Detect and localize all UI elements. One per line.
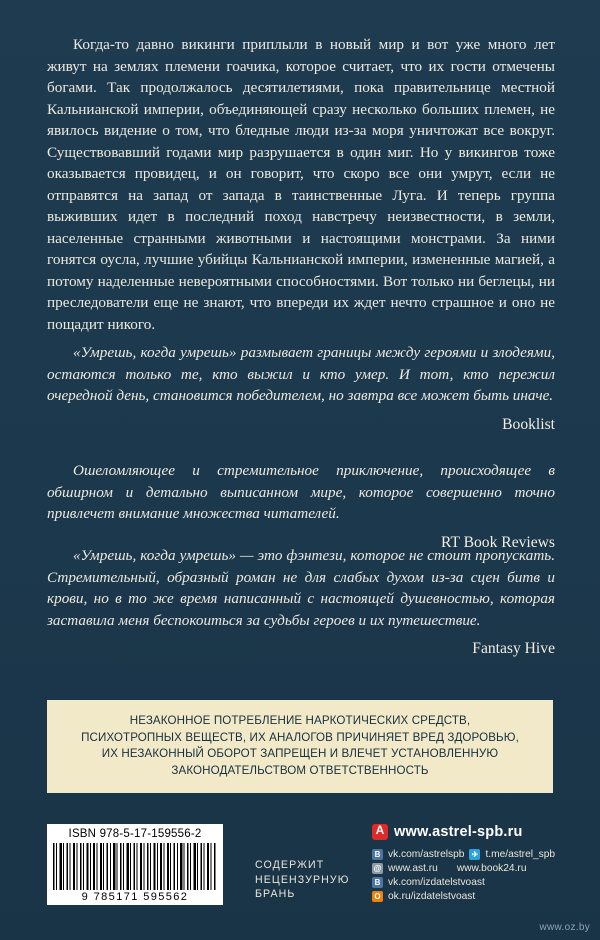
social-row-1 [372, 849, 562, 860]
review-2 [47, 460, 555, 553]
vk-icon: В [372, 849, 383, 860]
publisher-site-url[interactable]: www.astrel-spb.ru [394, 824, 523, 840]
review-text: «Умрешь, когда умрешь» — это фэнтези, которое не стоит пропускать. Стремительный, образный роман не для слабых духом из-за сцен битв и крови, но в то же время написанный с настоящей душевностью, которая заставила меня беспокоиться за судьбы героев и их путешествие. [47, 547, 555, 629]
social-link-telegram[interactable]: t.me/astrel_spb [485, 849, 556, 860]
review-text: Ошеломляющее и стремительное приключение, происходящее в обширном и детально выписанном мире, которое совершенно точно привлечет внимание множества читателей. [47, 462, 555, 522]
isbn-barcode-block [47, 824, 223, 905]
watermark: www.oz.by [539, 922, 590, 933]
warning-line-3: ИХ НЕЗАКОННЫЙ ОБОРОТ ЗАПРЕЩЕН И ВЛЕЧЕТ УСТАНОВЛЕННУЮ [101, 747, 499, 760]
social-link-book24[interactable]: www.book24.ru [456, 863, 527, 874]
ok-icon: О [372, 891, 383, 902]
social-link-vk-astrelspb[interactable]: vk.com/astrelspb [388, 849, 465, 860]
publisher-links-block [372, 824, 562, 905]
social-link-vk-izdatelstvoast[interactable]: vk.com/izdatelstvoast [388, 877, 485, 888]
social-row-4 [372, 891, 562, 902]
social-row-2 [372, 863, 562, 874]
legal-warning-box [47, 700, 553, 793]
contains-profanity-note: СОДЕРЖИТ НЕЦЕНЗУРНУЮ БРАНЬ [255, 859, 350, 900]
warning-line-4: ЗАКОНОДАТЕЛЬСТВОМ ОТВЕТСТВЕННОСТЬ [171, 763, 429, 777]
isbn-text: ISBN 978-5-17-159556-2 [68, 828, 202, 840]
telegram-icon: ✈ [469, 849, 480, 860]
social-link-ast-ru[interactable]: www.ast.ru [388, 863, 438, 874]
vk-icon: В [372, 877, 383, 888]
social-link-ok[interactable]: ok.ru/izdatelstvoast [388, 891, 476, 902]
review-source: Fantasy Hive [472, 640, 555, 657]
review-1 [47, 342, 555, 435]
publisher-site-row[interactable] [372, 824, 562, 840]
review-source: RT Book Reviews [441, 533, 555, 551]
publisher-logo-icon [372, 824, 388, 840]
review-source: Booklist [502, 415, 555, 433]
synopsis-block [47, 34, 555, 353]
barcode-digits: 9 785171 595562 [81, 891, 189, 903]
web-icon: @ [373, 864, 382, 873]
barcode-image [53, 843, 217, 890]
footer [0, 818, 600, 940]
social-row-3 [372, 877, 562, 888]
review-text: «Умрешь, когда умрешь» размывает границы между героями и злодеями, остаются только те, кто выжил и кто умер. И тот, кто пережил очередной день, становится победителем, но завтра все может быть иначе. [47, 344, 555, 404]
review-3 [47, 545, 555, 660]
warning-line-2: ПСИХОТРОПНЫХ ВЕЩЕСТВ, ИХ АНАЛОГОВ ПРИЧИНЯЕТ ВРЕД ЗДОРОВЬЮ, [81, 730, 519, 744]
warning-line-1: НЕЗАКОННОЕ ПОТРЕБЛЕНИЕ НАРКОТИЧЕСКИХ СРЕДСТВ, [129, 714, 471, 727]
synopsis-paragraph: Когда-то давно викинги приплыли в новый мир и вот уже много лет живут на землях племени гоачика, которое считает, что их гости отмечены богами. Так продолжалось десятилетиями, пока правительнице местной Кальнианской империи, объединяющей сразу несколько больших племен, не явилось видение о том, что бледные люди из-за моря уничтожат все вокруг. Существовавший годами мир разрушается в один миг. Но у викингов тоже оказывается провидец, и он говорит, что скоро все они умрут, если не отправятся на запад от запада в таинственные Луга. И теперь группа выживших идет в последний поход навстречу неизвестности, в земли, населенные странными животными и настоящими монстрами. За ними гонятся оусла, лучшие убийцы Кальнианской империи, измененные магией, а потому наделенные невероятными способностями. Вот только ни беглецы, ни преследователи еще не знают, что впереди их ждет нечто страшное и оно не пощадит никого. [47, 36, 555, 333]
